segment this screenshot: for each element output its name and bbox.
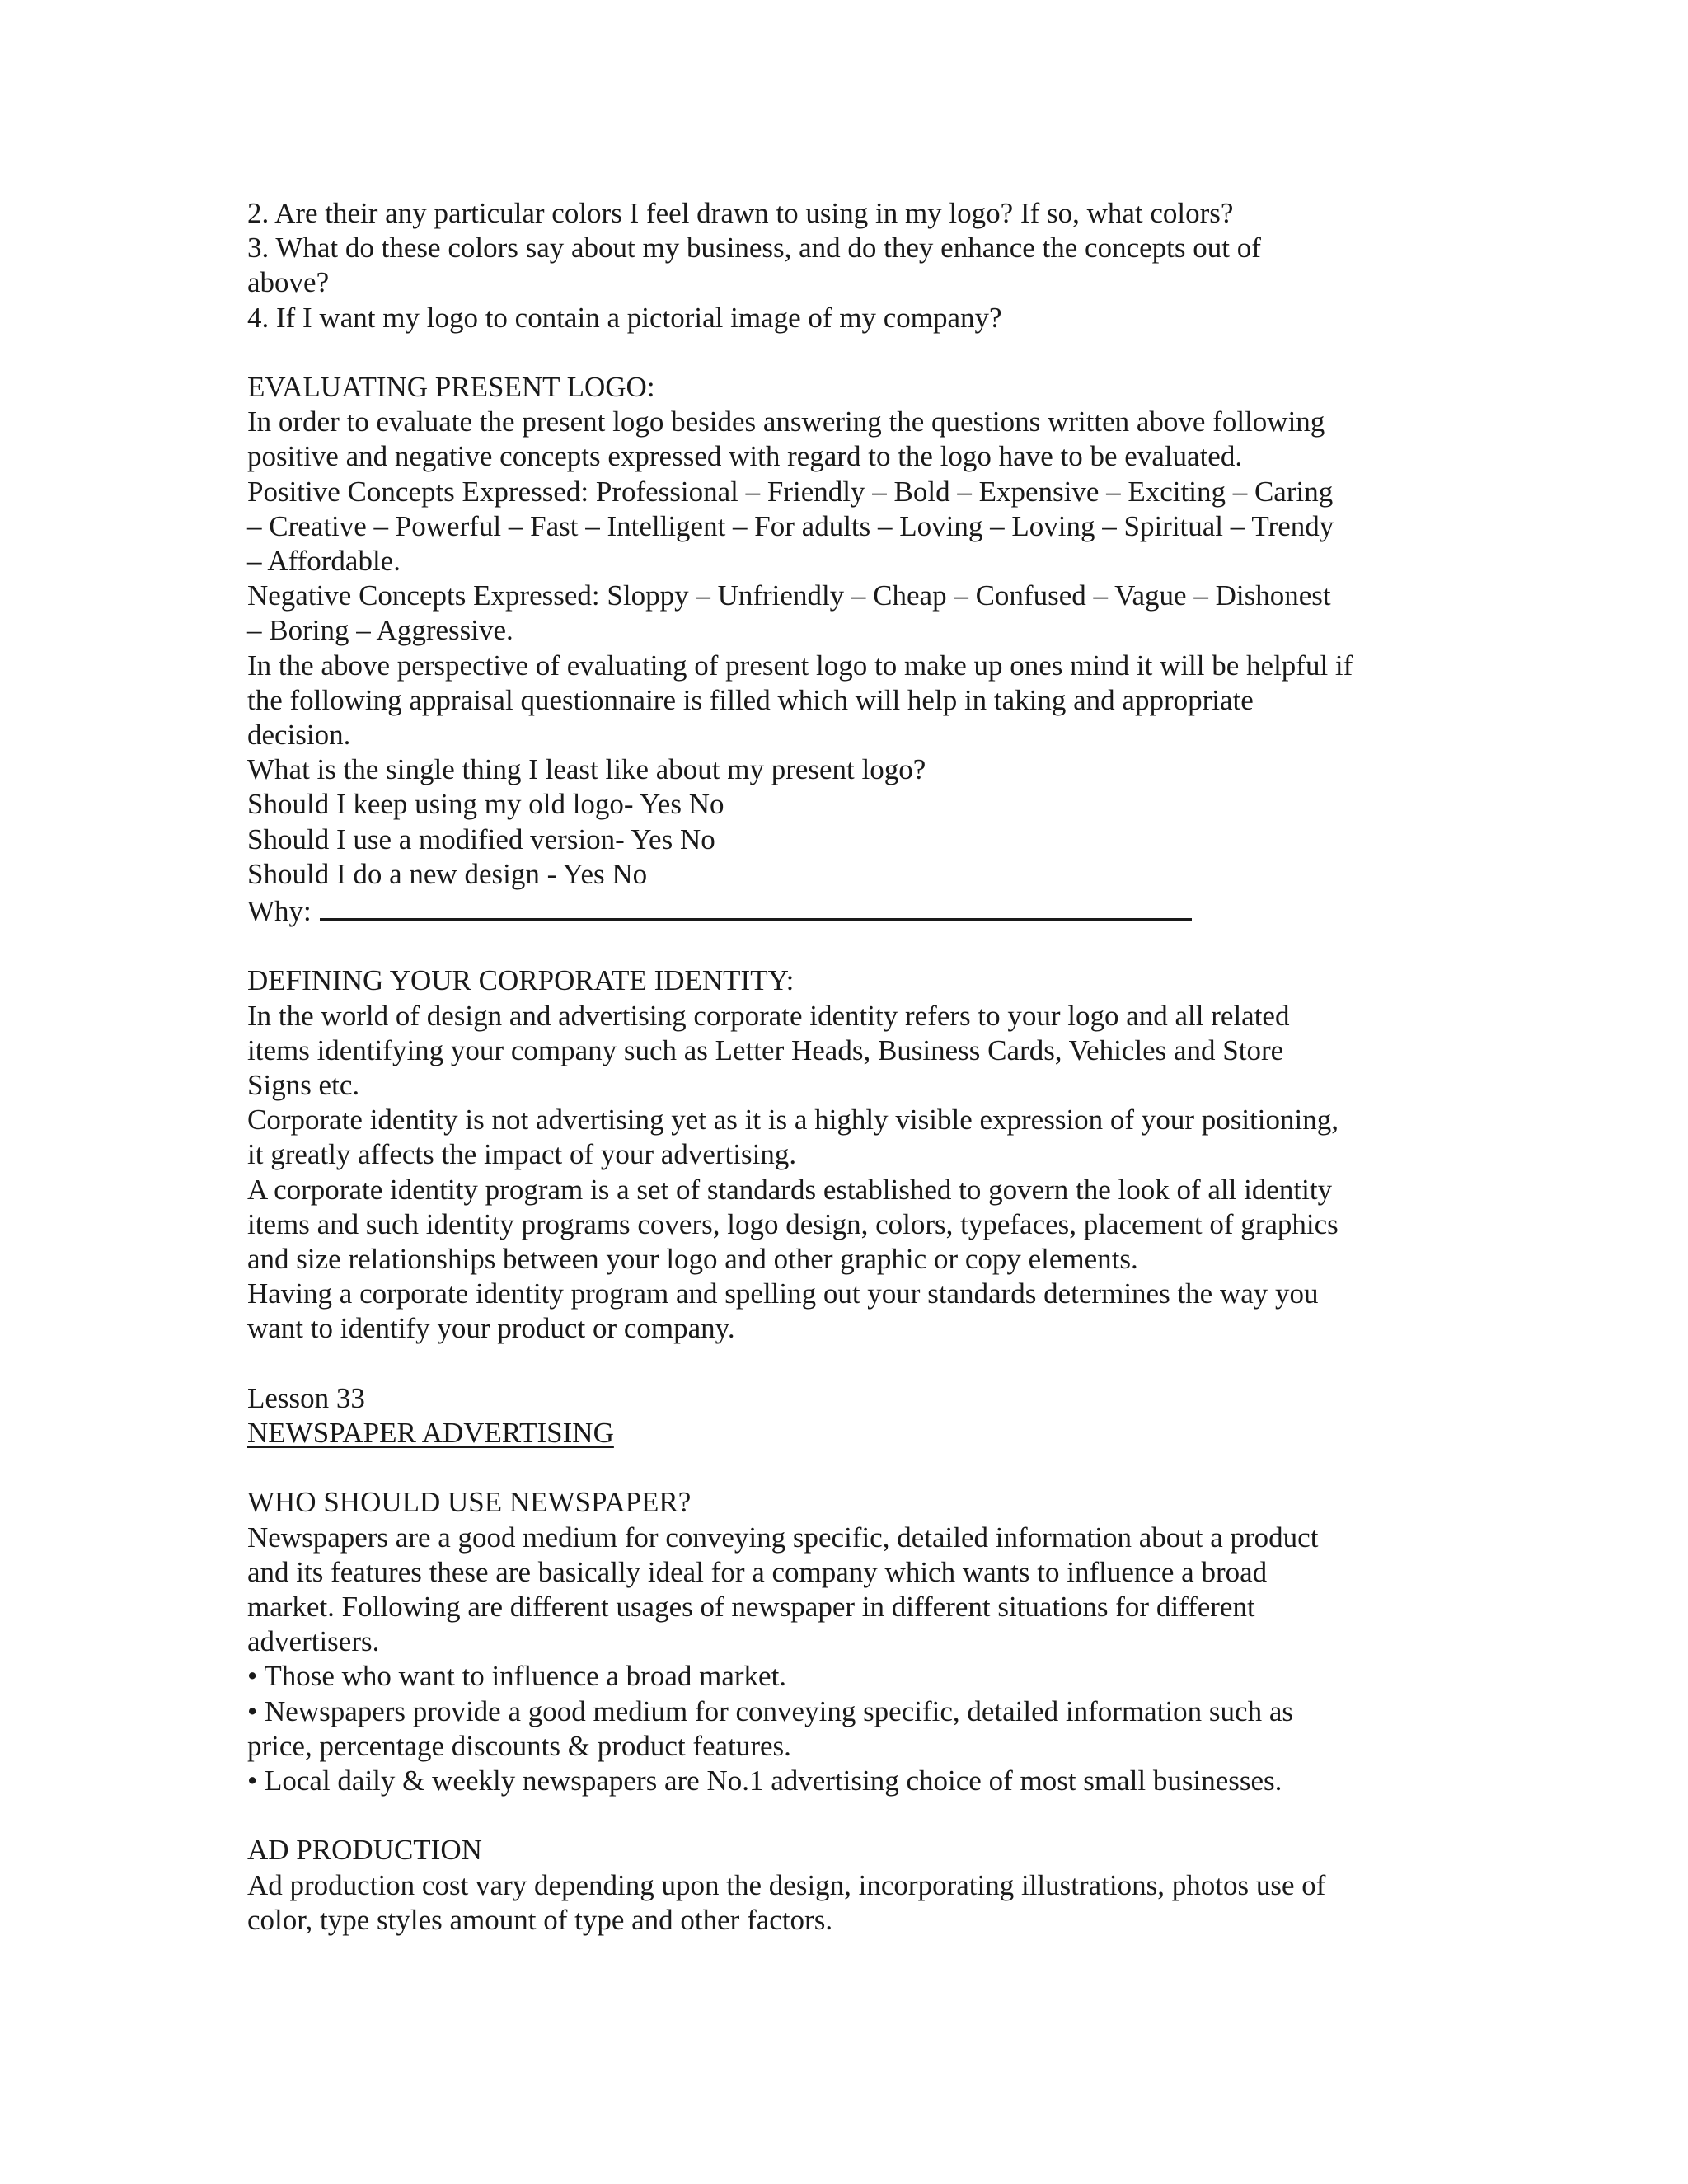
body-line: A corporate identity program is a set of standards established to govern the look of all identity [247,1173,1333,1206]
body-line: Should I keep using my old logo- Yes No [247,788,724,821]
why-row [247,892,1467,929]
body-line: positive and negative concepts expressed with regard to the logo have to be evaluated. [247,440,1243,473]
body-line: Having a corporate identity program and spelling out your standards determines the way you [247,1277,1319,1310]
body-line: Newspapers are a good medium for conveying specific, detailed information about a product [247,1521,1319,1554]
why-label: Why: [247,895,312,928]
body-line: Signs etc. [247,1069,360,1102]
bullet-item: • Newspapers provide a good medium for conveying specific, detailed information such as [247,1694,1293,1727]
body-line: Positive Concepts Expressed: Professional – Friendly – Bold – Expensive – Exciting – Caring [247,475,1334,508]
body-line: Ad production cost vary depending upon the design, incorporating illustrations, photos use of [247,1868,1326,1901]
body-line: want to identify your product or company. [247,1312,735,1345]
document-page [247,196,1467,1938]
body-line: items identifying your company such as Letter Heads, Business Cards, Vehicles and Store [247,1033,1284,1066]
question-line: 3. What do these colors say about my business, and do they enhance the concepts out of [247,232,1261,265]
body-line: Negative Concepts Expressed: Sloppy – Unfriendly – Cheap – Confused – Vague – Dishonest [247,579,1331,612]
body-line: it greatly affects the impact of your advertising. [247,1138,797,1171]
body-line: items and such identity programs covers, logo design, colors, typefaces, placement of graphics [247,1207,1339,1240]
body-line: Should I do a new design - Yes No [247,857,648,890]
section-heading: DEFINING YOUR CORPORATE IDENTITY: [247,964,795,997]
paragraph-gap [247,929,1467,963]
body-line: In the world of design and advertising corporate identity refers to your logo and all related [247,999,1290,1032]
lesson-number: Lesson 33 [247,1381,365,1414]
question-line: 2. Are their any particular colors I feel drawn to using in my logo? If so, what colors? [247,197,1234,229]
corporate-identity-section [247,963,1467,1346]
section-heading: AD PRODUCTION [247,1834,482,1867]
bullet-continuation: price, percentage discounts & product features. [247,1729,791,1762]
body-line: Should I use a modified version- Yes No [247,823,715,855]
question-line: 4. If I want my logo to contain a pictorial image of my company? [247,301,1002,334]
paragraph-gap [247,335,1467,370]
bullet-item: • Those who want to influence a broad market. [247,1660,787,1693]
section-heading: WHO SHOULD USE NEWSPAPER? [247,1486,692,1519]
body-line: color, type styles amount of type and other factors. [247,1903,833,1936]
paragraph-gap [247,1451,1467,1485]
body-line: and its features these are basically ideal for a company which wants to influence a broad [247,1555,1268,1588]
paragraph-gap [247,1798,1467,1833]
lesson-header [247,1381,1467,1451]
lesson-title: NEWSPAPER ADVERTISING [247,1417,614,1450]
body-line: and size relationships between your logo and other graphic or copy elements. [247,1243,1138,1276]
body-line: market. Following are different usages of newspaper in different situations for different [247,1591,1255,1624]
body-line: Corporate identity is not advertising yet as it is a highly visible expression of your positioning, [247,1104,1339,1137]
body-line: What is the single thing I least like about my present logo? [247,753,926,786]
body-line: advertisers. [247,1625,380,1658]
evaluating-section [247,370,1467,929]
question-line: above? [247,266,330,299]
ad-production-section [247,1833,1467,1938]
why-answer-line [320,892,1192,921]
section-heading: EVALUATING PRESENT LOGO: [247,371,655,403]
who-should-use-section [247,1485,1467,1798]
body-line: decision. [247,719,351,752]
body-line: In order to evaluate the present logo besides answering the questions written above following [247,405,1325,438]
body-line: – Boring – Aggressive. [247,614,513,647]
body-line: the following appraisal questionnaire is filled which will help in taking and appropriate [247,683,1254,716]
body-line: – Creative – Powerful – Fast – Intelligent – For adults – Loving – Loving – Spiritual – Trendy [247,509,1334,542]
body-line: – Affordable. [247,545,401,578]
bullet-item: • Local daily & weekly newspapers are No.1 advertising choice of most small businesses. [247,1765,1282,1797]
logo-questions [247,196,1467,335]
paragraph-gap [247,1347,1467,1381]
body-line: In the above perspective of evaluating of present logo to make up ones mind it will be helpful if [247,649,1353,682]
